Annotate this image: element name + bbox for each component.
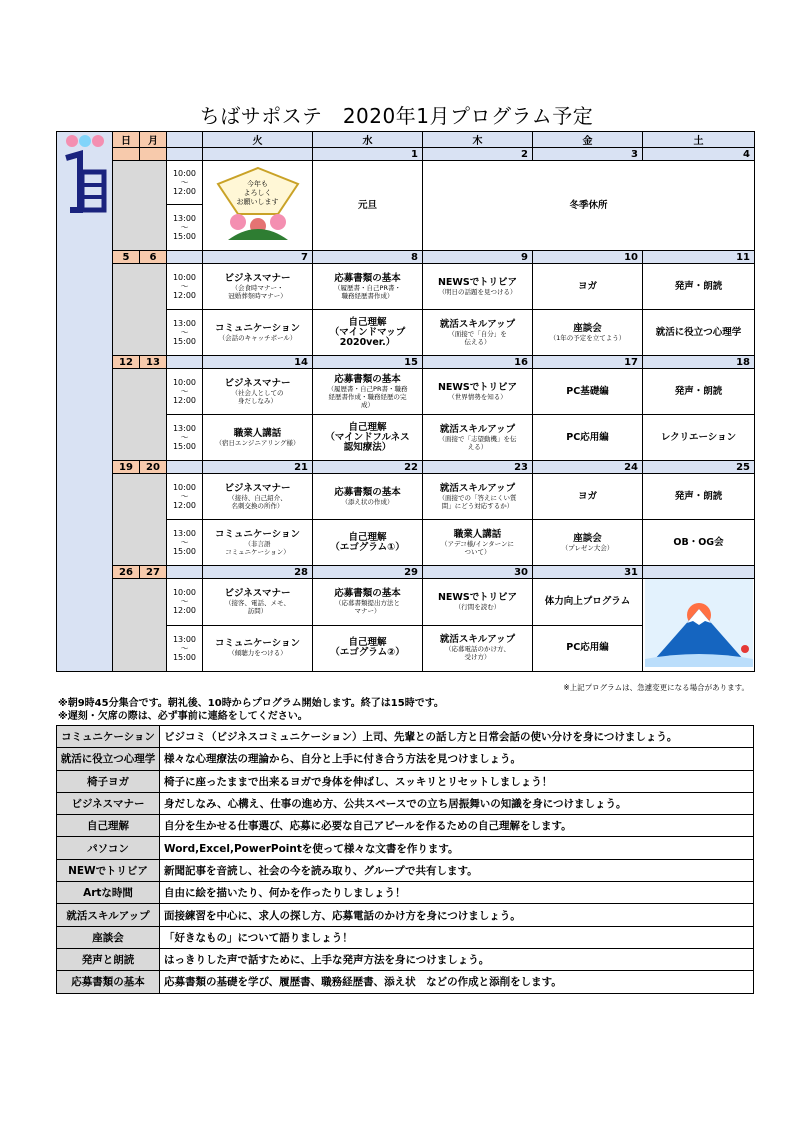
program-detail: （会話のキャッチボール）: [218, 333, 297, 342]
program-detail: （宿日エンジニアリング様）: [215, 438, 300, 447]
program-name: ビジネスマナー: [224, 482, 291, 494]
change-note: ※上記プログラムは、急遽変更になる場合があります。: [563, 683, 749, 692]
time-text: 13:00: [172, 214, 197, 223]
program-cell: [203, 310, 313, 356]
date-mon: 13: [140, 356, 167, 369]
legend-desc: Word,Excel,PowerPointを使って様々な文書を作ります。: [160, 837, 754, 859]
time-text: ～: [180, 597, 189, 607]
date-cell: 8: [313, 251, 423, 264]
program-name: 座談会: [573, 322, 602, 334]
date-cell: 2: [423, 148, 533, 161]
program-cell: [313, 474, 423, 520]
date-cell: 3: [533, 148, 643, 161]
date-cell: 30: [423, 566, 533, 579]
program-cell: [203, 369, 313, 415]
time-text: 15:00: [172, 442, 197, 451]
time-cell: [167, 369, 203, 415]
program-cell: [203, 264, 313, 310]
date-cell: 29: [313, 566, 423, 579]
date-mon: [140, 148, 167, 161]
program-name: 発声・朗読: [674, 490, 723, 502]
date-cell: 21: [203, 461, 313, 474]
date-cell: 25: [643, 461, 755, 474]
month-badge: [57, 132, 113, 672]
program-name: 自己理解 （エゴグラム①）: [330, 531, 405, 553]
time-text: ～: [180, 328, 189, 337]
footer-line: ※遅刻・欠席の際は、必ず事前に連絡をしてください。: [58, 711, 308, 722]
program-cell: [533, 310, 643, 356]
program-name: ビジネスマナー: [224, 587, 291, 599]
program-name: 就活スキルアップ: [439, 482, 516, 494]
header-day: 水: [313, 132, 423, 148]
program-cell: [423, 415, 533, 461]
program-name: 職業人講話: [233, 427, 282, 439]
program-detail: （面接で「自分」を 伝える）: [448, 329, 507, 346]
program-name: コミュニケーション: [215, 638, 300, 650]
program-cell: [203, 415, 313, 461]
program-name: コミュニケーション: [215, 528, 300, 540]
program-cell: [203, 474, 313, 520]
date-sun: 12: [113, 356, 140, 369]
date-cell: 4: [643, 148, 755, 161]
date-cell: 28: [203, 566, 313, 579]
program-name: 就活スキルアップ: [439, 634, 516, 646]
date-cell: 1: [313, 148, 423, 161]
time-text: ～: [180, 433, 189, 442]
date-corner: [167, 251, 203, 264]
program-name: PC応用編: [566, 642, 609, 654]
time-text: 12:00: [172, 187, 197, 196]
program-cell: [533, 520, 643, 566]
legend-key: NEWでトリビア: [57, 859, 160, 881]
weekend-cell: [113, 579, 167, 672]
time-text: 12:00: [172, 606, 197, 616]
time-text: 12:00: [172, 291, 197, 300]
program-cell: [533, 415, 643, 461]
program-name: PC応用編: [566, 431, 609, 443]
header-day: 木: [423, 132, 533, 148]
program-cell: [313, 579, 423, 626]
program-cell: [533, 474, 643, 520]
holiday-winter-closure: 冬季休所: [423, 161, 755, 251]
date-mon: 6: [140, 251, 167, 264]
weekend-cell: [113, 264, 167, 356]
program-detail: （非言語 コミュニケーション）: [225, 539, 290, 556]
program-name: 就活に役立つ心理学: [655, 326, 742, 338]
date-cell: [643, 566, 755, 579]
time-text: 10:00: [172, 169, 197, 178]
legend-key: 応募書類の基本: [57, 971, 160, 993]
time-text: 13:00: [172, 634, 197, 644]
date-cell: 15: [313, 356, 423, 369]
time-text: 10:00: [172, 273, 197, 282]
program-detail: （履歴書・自己PR書・ 職務経歴書作成）: [334, 283, 401, 300]
program-cell: [313, 310, 423, 356]
date-cell: 23: [423, 461, 533, 474]
program-detail: （プレゼン大会）: [561, 543, 614, 552]
legend-key: コミュニケーション: [57, 726, 160, 748]
time-text: ～: [180, 643, 189, 653]
program-cell: [423, 520, 533, 566]
date-cell: 9: [423, 251, 533, 264]
program-name: 自己理解 （エゴグラム②）: [330, 637, 405, 659]
card-greeting: 今年も よろしく お願いします: [236, 179, 279, 206]
time-cell: [167, 310, 203, 356]
program-detail: （1年の予定を立てよう）: [549, 333, 626, 342]
legend-key: 就活スキルアップ: [57, 904, 160, 926]
program-name: ヨガ: [577, 490, 597, 502]
time-text: 15:00: [172, 652, 197, 662]
program-detail: （行間を読む）: [454, 602, 501, 611]
date-cell: 18: [643, 356, 755, 369]
program-cell: [533, 579, 643, 626]
new-year-card: [203, 161, 313, 251]
calendar-table: [56, 131, 755, 672]
program-detail: （アデコ様/インターンに ついて）: [440, 539, 515, 556]
program-name: 自己理解 （マインドフルネス 認知療法）: [325, 421, 410, 453]
program-name: NEWSでトリビア: [437, 276, 518, 288]
time-cell: [167, 579, 203, 626]
legend-desc: 様々な心理療法の理論から、自分と上手に付き合う方法を見つけましょう。: [160, 748, 754, 770]
time-cell: [167, 625, 203, 672]
time-text: ～: [180, 387, 189, 396]
program-name: 応募書類の基本: [334, 587, 401, 599]
legend-desc: 椅子に座ったままで出来るヨガで身体を伸ばし、スッキリとリセットしましょう！: [160, 770, 754, 792]
program-name: 就活スキルアップ: [439, 423, 516, 435]
date-cell: 11: [643, 251, 755, 264]
time-text: 13:00: [172, 319, 197, 328]
date-cell: 16: [423, 356, 533, 369]
fuji-illustration: [643, 579, 755, 672]
program-name: 発声・朗読: [674, 280, 723, 292]
time-cell: [167, 415, 203, 461]
time-text: 15:00: [172, 547, 197, 556]
program-cell: [643, 474, 755, 520]
program-name: 発声・朗読: [674, 385, 723, 397]
header-day: 金: [533, 132, 643, 148]
legend-desc: 新聞記事を音読し、社会の今を読み取り、グループで共有します。: [160, 859, 754, 881]
date-corner: [167, 566, 203, 579]
time-text: 15:00: [172, 337, 197, 346]
time-text: 10:00: [172, 483, 197, 492]
legend-desc: 身だしなみ、心構え、仕事の進め方、公共スペースでの立ち居振舞いの知識を身につけましょう。: [160, 792, 754, 814]
program-detail: （面接で「志望動機」を伝 える）: [438, 434, 517, 451]
program-cell: [423, 369, 533, 415]
legend-desc: はっきりした声で話すために、上手な発声方法を身につけましょう。: [160, 948, 754, 970]
time-text: 10:00: [172, 588, 197, 598]
time-text: ～: [180, 282, 189, 291]
program-name: 体力向上プログラム: [544, 595, 631, 607]
header-corner: [167, 132, 203, 148]
legend-key: 座談会: [57, 926, 160, 948]
program-cell: [313, 625, 423, 672]
time-text: ～: [180, 223, 189, 232]
time-cell: [167, 520, 203, 566]
date-cell: 14: [203, 356, 313, 369]
program-cell: [423, 579, 533, 626]
program-cell: [533, 369, 643, 415]
program-name: コミュニケーション: [215, 322, 300, 334]
date-cell: 7: [203, 251, 313, 264]
program-name: 応募書類の基本: [334, 373, 401, 385]
legend-desc: 自由に絵を描いたり、何かを作ったりしましょう！: [160, 882, 754, 904]
time-text: 12:00: [172, 501, 197, 510]
program-cell: [423, 310, 533, 356]
legend-desc: 「好きなもの」について語りましょう！: [160, 926, 754, 948]
date-sun: 5: [113, 251, 140, 264]
program-cell: [203, 625, 313, 672]
legend-desc: ビジコミ（ビジネスコミュニケーション）上司、先輩との話し方と日常会話の使い分けを身につけましょう。: [160, 726, 754, 748]
time-text: 13:00: [172, 529, 197, 538]
time-cell: [167, 161, 203, 205]
legend-desc: 面接練習を中心に、求人の探し方、応募電話のかけ方を身につけましょう。: [160, 904, 754, 926]
month-badge-label: [57, 225, 112, 226]
program-cell: [203, 579, 313, 626]
footer-line: ※朝9時45分集合です。朝礼後、10時からプログラム開始します。終了は15時です。: [58, 698, 444, 709]
program-name: ビジネスマナー: [224, 272, 291, 284]
time-text: ～: [180, 178, 189, 187]
date-cell: 10: [533, 251, 643, 264]
legend-key: 椅子ヨガ: [57, 770, 160, 792]
time-cell: [167, 205, 203, 251]
weekend-cell: [113, 474, 167, 566]
date-cell: 22: [313, 461, 423, 474]
program-detail: （履歴書・自己PR書・職務 経歴書作成・職務経歴の完 成）: [327, 384, 408, 409]
program-cell: [203, 520, 313, 566]
legend-table: [56, 725, 754, 994]
date-mon: 27: [140, 566, 167, 579]
program-name: NEWSでトリビア: [437, 591, 518, 603]
date-corner: [167, 148, 203, 161]
header-mon: 月: [140, 132, 167, 148]
program-detail: （添え状の作成）: [341, 497, 394, 506]
program-cell: [313, 520, 423, 566]
program-cell: [643, 369, 755, 415]
program-detail: （応募書類提出方法と マナー）: [335, 598, 400, 615]
legend-key: ビジネスマナー: [57, 792, 160, 814]
program-name: 応募書類の基本: [334, 272, 401, 284]
program-name: 職業人講話: [453, 528, 502, 540]
legend-desc: 応募書類の基礎を学び、履歴書、職務経歴書、添え状 などの作成と添削をします。: [160, 971, 754, 993]
program-detail: （接客、電話、メモ、 訪問）: [225, 598, 290, 615]
legend-key: Artな時間: [57, 882, 160, 904]
program-name: OB・OG会: [673, 536, 724, 548]
program-cell: [643, 264, 755, 310]
legend-key: 自己理解: [57, 815, 160, 837]
weekend-cell: [113, 161, 167, 251]
legend-key: 発声と朗読: [57, 948, 160, 970]
time-cell: [167, 264, 203, 310]
program-cell: [423, 264, 533, 310]
program-cell: [643, 310, 755, 356]
legend-key: 就活に役立つ心理学: [57, 748, 160, 770]
program-cell: [313, 369, 423, 415]
date-corner: [167, 461, 203, 474]
time-text: 15:00: [172, 232, 197, 241]
program-cell: [313, 264, 423, 310]
program-cell: [643, 520, 755, 566]
program-name: レクリエーション: [660, 431, 737, 443]
header-day: 火: [203, 132, 313, 148]
date-corner: [167, 356, 203, 369]
time-text: ～: [180, 538, 189, 547]
holiday-new-year: 元旦: [313, 161, 423, 251]
legend-key: パソコン: [57, 837, 160, 859]
date-cell: [203, 148, 313, 161]
program-name: 自己理解 （マインドマップ 2020ver.）: [329, 316, 406, 348]
program-name: ビジネスマナー: [224, 377, 291, 389]
program-cell: [423, 625, 533, 672]
program-cell: [313, 415, 423, 461]
program-cell: [423, 474, 533, 520]
date-cell: 17: [533, 356, 643, 369]
program-name: NEWSでトリビア: [437, 381, 518, 393]
program-name: 就活スキルアップ: [439, 318, 516, 330]
program-detail: （傾聴力をつける）: [228, 649, 287, 658]
time-text: 10:00: [172, 378, 197, 387]
program-cell: [533, 264, 643, 310]
time-text: ～: [180, 492, 189, 501]
program-detail: （応募電話のかけ方、 受け方）: [445, 645, 510, 662]
program-detail: （社会人としての 身だしなみ）: [231, 388, 284, 405]
header-day: 土: [643, 132, 755, 148]
program-detail: （会食時マナー・ 冠婚葬祭時マナー）: [228, 283, 287, 300]
time-text: 12:00: [172, 396, 197, 405]
program-name: 座談会: [573, 532, 602, 544]
date-mon: 20: [140, 461, 167, 474]
header-sun: 日: [113, 132, 140, 148]
date-cell: 31: [533, 566, 643, 579]
program-detail: （面接での「答えにくい質 問」にどう対応するか）: [438, 493, 517, 510]
date-sun: 26: [113, 566, 140, 579]
program-detail: （世界情勢を知る）: [448, 392, 507, 401]
page-title: ちばサポステ 2020年1月プログラム予定: [199, 104, 594, 128]
time-cell: [167, 474, 203, 520]
program-detail: （接待、自己紹介、 名刺交換の所作）: [228, 493, 287, 510]
date-sun: 19: [113, 461, 140, 474]
program-detail: （明日の話題を見つける）: [438, 287, 517, 296]
weekend-cell: [113, 369, 167, 461]
program-name: PC基礎編: [566, 385, 609, 397]
footer-notes: [58, 697, 444, 723]
program-name: ヨガ: [577, 280, 597, 292]
legend-desc: 自分を生かせる仕事選び、応募に必要な自己アピールを作るための自己理解をします。: [160, 815, 754, 837]
date-cell: 24: [533, 461, 643, 474]
date-sun: [113, 148, 140, 161]
program-cell: [533, 625, 643, 672]
time-text: 13:00: [172, 424, 197, 433]
program-cell: [643, 415, 755, 461]
program-name: 応募書類の基本: [334, 486, 401, 498]
